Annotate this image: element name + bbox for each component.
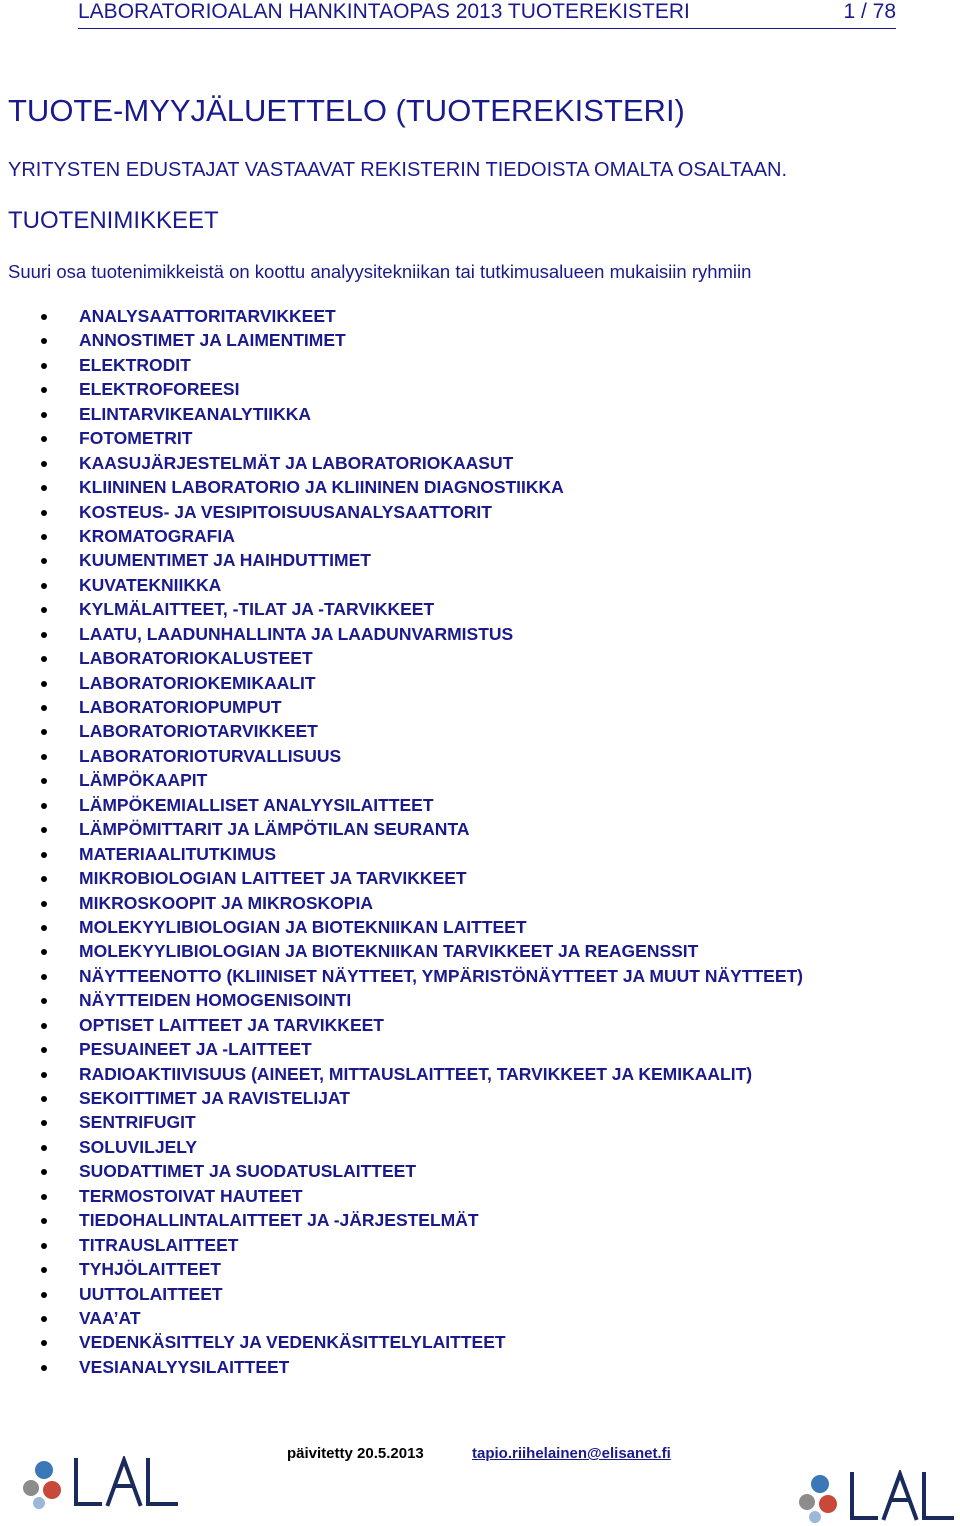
category-label: SUODATTIMET JA SUODATUSLAITTEET: [79, 1161, 417, 1182]
category-label: LABORATORIOPUMPUT: [79, 697, 282, 717]
category-label: MIKROBIOLOGIAN LAITTEET JA TARVIKKEET: [79, 868, 467, 889]
bullet-icon: [41, 754, 47, 760]
bullet-icon: [41, 1145, 47, 1151]
list-item: [0, 377, 803, 401]
logo-lettering: [76, 1460, 176, 1504]
bullet-icon: [41, 827, 47, 833]
bullet-icon: [41, 338, 47, 344]
bullet-icon: [41, 1267, 47, 1273]
category-label: VESIANALYYSILAITTEET: [79, 1356, 290, 1377]
bullet-icon: [41, 681, 47, 687]
category-label: PESUAINEET JA -LAITTEET: [79, 1039, 312, 1060]
category-label: LABORATORIOTARVIKKEET: [79, 721, 318, 742]
bullet-icon: [41, 1316, 47, 1322]
category-label: SEKOITTIMET JA RAVISTELIJAT: [79, 1088, 350, 1108]
list-item: [0, 304, 803, 328]
category-label: VEDENKÄSITTELY JA VEDENKÄSITTELYLAITTEET: [79, 1332, 506, 1353]
list-item: [0, 548, 803, 572]
list-item: [0, 1233, 803, 1257]
category-list: [0, 304, 803, 1379]
list-item: [0, 988, 803, 1012]
category-label: LÄMPÖMITTARIT JA LÄMPÖTILAN SEURANTA: [79, 819, 470, 840]
list-item: [0, 1110, 803, 1134]
email-link[interactable]: tapio.riihelainen@elisanet.fi: [472, 1445, 671, 1462]
list-item: [0, 671, 803, 695]
category-label: KOSTEUS- JA VESIPITOISUUSANALYSAATTORIT: [79, 501, 492, 522]
list-item: [0, 475, 803, 499]
logo-dot-blue: [35, 1461, 53, 1479]
list-item: [0, 915, 803, 939]
category-label: VAA’AT: [79, 1307, 141, 1328]
bullet-icon: [41, 1023, 47, 1029]
category-label: MOLEKYYLIBIOLOGIAN JA BIOTEKNIIKAN LAITTEET: [79, 916, 527, 937]
category-label: KROMATOGRAFIA: [79, 525, 235, 546]
category-label: SENTRIFUGIT: [79, 1112, 196, 1133]
list-item: [0, 1282, 803, 1306]
logo-dot-grey: [799, 1494, 815, 1510]
logo-dot-light: [33, 1497, 45, 1509]
category-label: NÄYTTEIDEN HOMOGENISOINTI: [79, 990, 352, 1011]
category-label: MOLEKYYLIBIOLOGIAN JA BIOTEKNIIKAN TARVIKKEET JA REAGENSSIT: [79, 941, 699, 962]
category-label: ELINTARVIKEANALYTIIKKA: [79, 403, 312, 424]
list-item: [0, 1306, 803, 1330]
list-item: [0, 1184, 803, 1208]
list-item: [0, 573, 803, 597]
category-label: LAATU, LAADUNHALLINTA JA LAADUNVARMISTUS: [79, 623, 514, 644]
logo-dot-light: [809, 1511, 821, 1523]
lal-logo-right: [796, 1470, 960, 1524]
category-label: KUUMENTIMET JA HAIHDUTTIMET: [79, 550, 371, 571]
list-item: [0, 1208, 803, 1232]
bullet-icon: [41, 387, 47, 393]
bullet-icon: [41, 632, 47, 638]
bullet-icon: [41, 607, 47, 613]
bullet-icon: [41, 778, 47, 784]
list-item: [0, 1013, 803, 1037]
bullet-icon: [41, 1340, 47, 1346]
bullet-icon: [41, 1047, 47, 1053]
logo-dot-red: [819, 1495, 837, 1513]
bullet-icon: [41, 656, 47, 662]
intro-text: Suuri osa tuotenimikkeistä on koottu analyysitekniikan tai tutkimusalueen mukaisiin ryhmiin: [8, 261, 752, 282]
bullet-icon: [41, 1292, 47, 1298]
bullet-icon: [41, 852, 47, 858]
category-label: TYHJÖLAITTEET: [79, 1259, 221, 1280]
list-item: [0, 793, 803, 817]
bullet-icon: [41, 729, 47, 735]
lal-logo-left: [20, 1456, 184, 1510]
list-item: [0, 500, 803, 524]
list-item: [0, 646, 803, 670]
bullet-icon: [41, 1194, 47, 1200]
list-item: [0, 1062, 803, 1086]
list-item: [0, 524, 803, 548]
list-item: [0, 1135, 803, 1159]
category-label: ANNOSTIMET JA LAIMENTIMET: [79, 330, 346, 351]
bullet-icon: [41, 876, 47, 882]
logo-lettering: [852, 1474, 952, 1518]
list-item: [0, 1159, 803, 1183]
list-item: [0, 964, 803, 988]
category-label: TITRAUSLAITTEET: [79, 1234, 239, 1255]
bullet-icon: [41, 412, 47, 418]
list-item: [0, 402, 803, 426]
list-item: [0, 622, 803, 646]
category-label: LABORATORIOKALUSTEET: [79, 648, 313, 669]
category-label: KLIININEN LABORATORIO JA KLIININEN DIAGNOSTIIKKA: [79, 477, 564, 498]
section-title: TUOTENIMIKKEET: [8, 207, 219, 234]
bullet-icon: [41, 510, 47, 516]
list-item: [0, 744, 803, 768]
page-number: 1 / 78: [843, 0, 896, 23]
bullet-icon: [41, 1243, 47, 1249]
list-item: [0, 866, 803, 890]
bullet-icon: [41, 436, 47, 442]
category-label: ANALYSAATTORITARVIKKEET: [79, 306, 336, 326]
bullet-icon: [41, 534, 47, 540]
bullet-icon: [41, 1120, 47, 1126]
list-item: [0, 891, 803, 915]
category-label: ELEKTRODIT: [79, 354, 191, 375]
category-label: MATERIAALITUTKIMUS: [79, 843, 277, 864]
bullet-icon: [41, 583, 47, 589]
list-item: [0, 1355, 803, 1379]
list-item: [0, 1086, 803, 1110]
category-label: KYLMÄLAITTEET, -TILAT JA -TARVIKKEET: [79, 599, 435, 620]
category-label: LÄMPÖKAAPIT: [79, 770, 208, 791]
bullet-icon: [41, 1169, 47, 1175]
bullet-icon: [41, 1096, 47, 1102]
list-item: [0, 426, 803, 450]
list-item: [0, 817, 803, 841]
list-item: [0, 597, 803, 621]
bullet-icon: [41, 998, 47, 1004]
list-item: [0, 939, 803, 963]
category-label: OPTISET LAITTEET JA TARVIKKEET: [79, 1014, 384, 1035]
bullet-icon: [41, 558, 47, 564]
category-label: LABORATORIOTURVALLISUUS: [79, 745, 342, 766]
category-label: RADIOAKTIIVISUUS (AINEET, MITTAUSLAITTEET, TARVIKKEET JA KEMIKAALIT): [79, 1063, 753, 1084]
list-item: [0, 1037, 803, 1061]
document-title: LABORATORIOALAN HANKINTAOPAS 2013 TUOTEREKISTERI: [78, 0, 690, 23]
logo-dot-grey: [23, 1480, 39, 1496]
bullet-icon: [41, 363, 47, 369]
list-item: [0, 451, 803, 475]
bullet-icon: [41, 925, 47, 931]
logo-dot-red: [43, 1481, 61, 1499]
category-label: NÄYTTEENOTTO (KLIINISET NÄYTTEET, YMPÄRISTÖNÄYTTEET JA MUUT NÄYTTEET): [79, 965, 804, 986]
logo-dot-blue: [811, 1475, 829, 1493]
bullet-icon: [41, 705, 47, 711]
bullet-icon: [41, 314, 47, 320]
category-label: MIKROSKOOPIT JA MIKROSKOPIA: [79, 892, 373, 913]
category-label: SOLUVILJELY: [79, 1136, 197, 1157]
page-header: [78, 0, 896, 29]
updated-date: päivitetty 20.5.2013: [287, 1445, 424, 1462]
category-label: UUTTOLAITTEET: [79, 1283, 223, 1304]
category-label: FOTOMETRIT: [79, 428, 193, 449]
bullet-icon: [41, 901, 47, 907]
category-label: LÄMPÖKEMIALLISET ANALYYSILAITTEET: [79, 794, 434, 815]
category-label: KAASUJÄRJESTELMÄT JA LABORATORIOKAASUT: [79, 452, 514, 473]
bullet-icon: [41, 461, 47, 467]
list-item: [0, 695, 803, 719]
main-title: TUOTE-MYYJÄLUETTELO (TUOTEREKISTERI): [8, 93, 685, 128]
list-item: [0, 1330, 803, 1354]
list-item: [0, 768, 803, 792]
category-label: KUVATEKNIIKKA: [79, 574, 222, 595]
category-label: TERMOSTOIVAT HAUTEET: [79, 1185, 303, 1206]
subtitle: YRITYSTEN EDUSTAJAT VASTAAVAT REKISTERIN TIEDOISTA OMALTA OSALTAAN.: [8, 159, 788, 181]
category-label: TIEDOHALLINTALAITTEET JA -JÄRJESTELMÄT: [79, 1210, 479, 1231]
bullet-icon: [41, 949, 47, 955]
list-item: [0, 353, 803, 377]
list-item: [0, 719, 803, 743]
bullet-icon: [41, 1218, 47, 1224]
bullet-icon: [41, 1365, 47, 1371]
list-item: [0, 328, 803, 352]
category-label: ELEKTROFOREESI: [79, 379, 240, 400]
list-item: [0, 842, 803, 866]
category-label: LABORATORIOKEMIKAALIT: [79, 672, 316, 693]
bullet-icon: [41, 974, 47, 980]
bullet-icon: [41, 485, 47, 491]
bullet-icon: [41, 803, 47, 809]
bullet-icon: [41, 1072, 47, 1078]
list-item: [0, 1257, 803, 1281]
